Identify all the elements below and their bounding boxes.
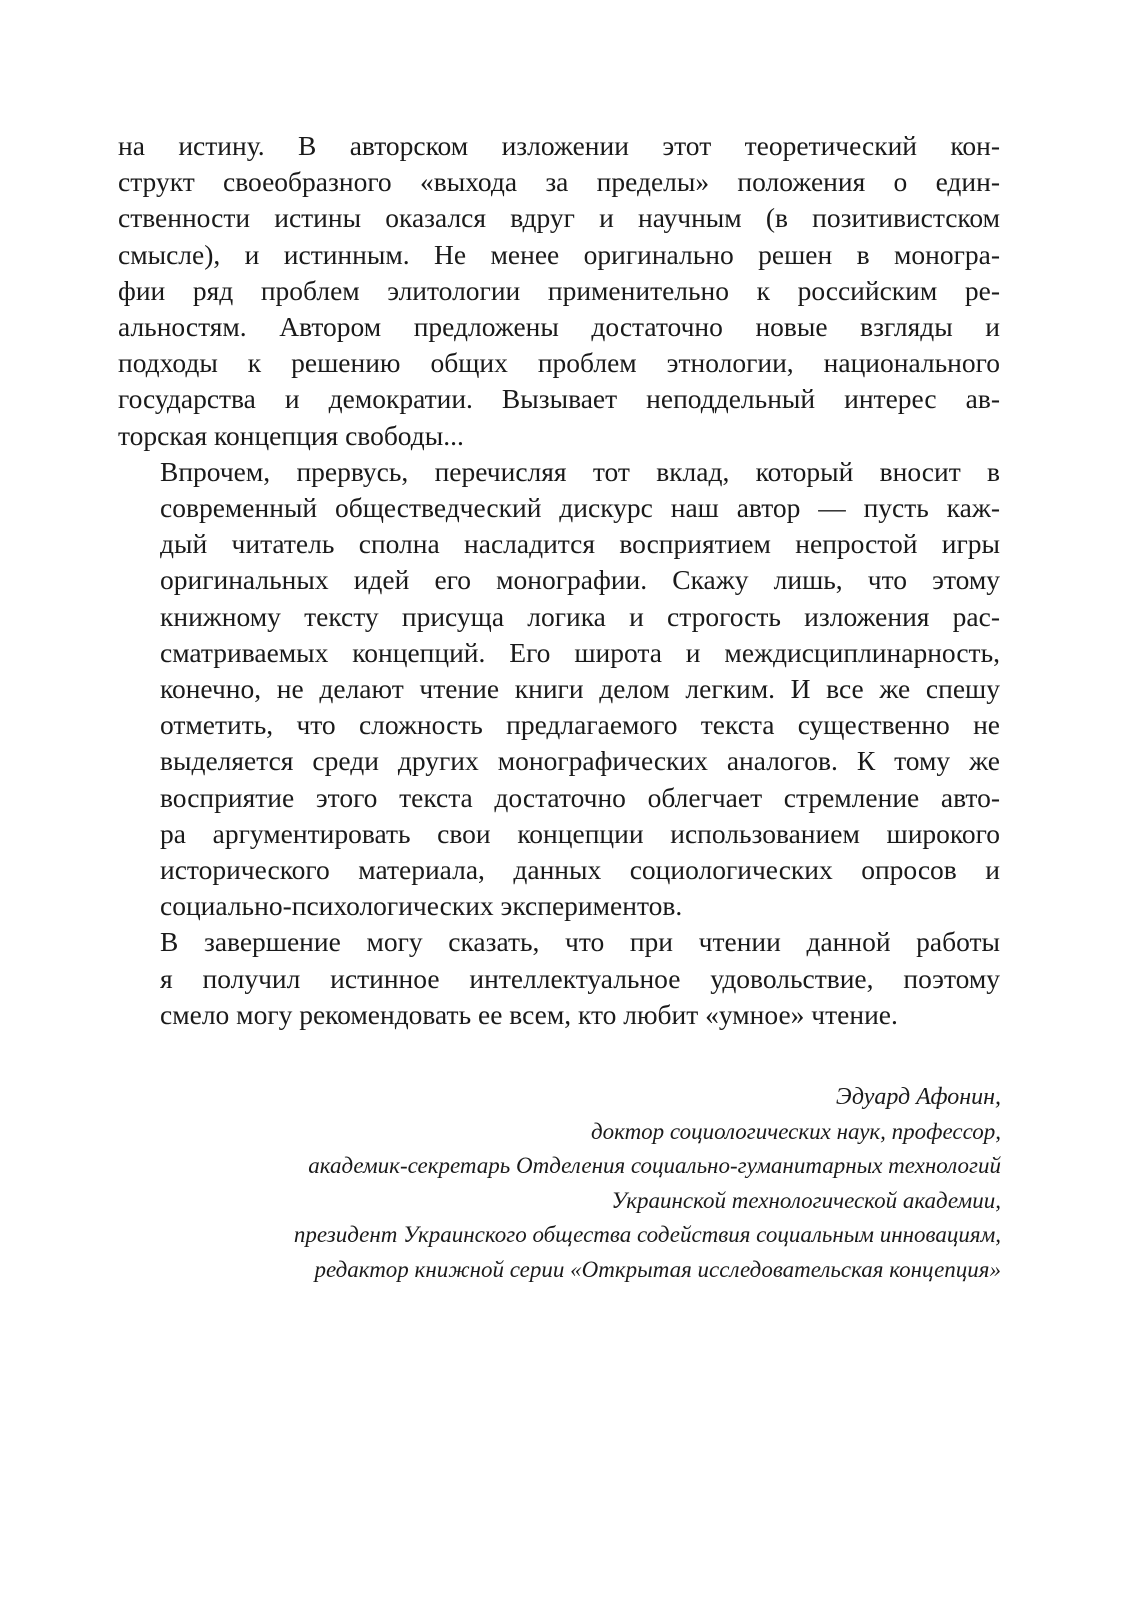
text-line: структ своеобразного «выхода за пределы» положения о един- xyxy=(118,166,1000,198)
text-line: конечно, не делают чтение книги делом легким. И все же спешу xyxy=(160,673,1000,705)
text-line: смысле), и истинным. Не менее оригинально решен в моногра- xyxy=(118,238,1000,270)
text-line: государства и демократии. Вызывает неподдельный интерес ав- xyxy=(118,383,1000,415)
author-name: Эдуард Афонин, xyxy=(835,1084,1001,1110)
author-title-line: академик-секретарь Отделения социально-гуманитарных технологий xyxy=(308,1153,1001,1179)
author-signature xyxy=(294,1080,1001,1288)
author-title-line: редактор книжной серии «Открытая исследовательская концепция» xyxy=(314,1256,1001,1282)
text-line: сматриваемых концепций. Его широта и междисциплинарность, xyxy=(160,636,1000,668)
text-line: В завершение могу сказать, что при чтении данной работы xyxy=(160,926,1000,958)
paragraph-3 xyxy=(118,924,1000,1033)
author-title-line: Украинской технологической академии, xyxy=(611,1187,1001,1213)
text-line: альностям. Автором предложены достаточно новые взгляды и xyxy=(118,311,1000,343)
text-line: выделяется среди других монографических аналогов. К тому же xyxy=(160,745,1000,777)
text-line: ственности истины оказался вдруг и научным (в позитивистском xyxy=(118,202,1000,234)
text-line: на истину. В авторском изложении этот теоретический кон- xyxy=(118,130,1000,161)
text-line: отметить, что сложность предлагаемого текста существенно не xyxy=(160,709,1000,741)
text-line: ра аргументировать свои концепции использованием широкого xyxy=(160,817,1000,849)
body-text xyxy=(118,128,1000,1033)
text-line: социально-психологических экспериментов. xyxy=(160,890,683,922)
text-line: я получил истинное интеллектуальное удовольствие, поэтому xyxy=(160,962,1000,994)
text-line: фии ряд проблем элитологии применительно к российским ре- xyxy=(118,274,1000,306)
paragraph-2 xyxy=(118,454,1000,925)
text-line: смело могу рекомендовать ее всем, кто любит «умное» чтение. xyxy=(160,998,898,1030)
paragraph-1 xyxy=(118,128,1000,454)
text-line: восприятие этого текста достаточно облегчает стремление авто- xyxy=(160,781,1000,813)
text-line: Впрочем, прервусь, перечисляя тот вклад, который вносит в xyxy=(160,455,1000,487)
text-line: оригинальных идей его монографии. Скажу лишь, что этому xyxy=(160,564,1000,596)
text-line: книжному тексту присуща логика и строгость изложения рас- xyxy=(160,600,1000,632)
text-line: современный обществедческий дискурс наш автор — пусть каж- xyxy=(160,492,1000,524)
text-line: исторического материала, данных социологических опросов и xyxy=(160,854,1000,886)
text-line: дый читатель сполна насладится восприятием непростой игры xyxy=(160,528,1000,560)
author-title-line: доктор социологических наук, профессор, xyxy=(590,1118,1001,1144)
author-title-line: президент Украинского общества содействия социальным инновациям, xyxy=(293,1222,1001,1248)
text-line: подходы к решению общих проблем этнологии, национального xyxy=(118,347,1000,379)
text-line: торская концепция свободы... xyxy=(118,419,464,451)
